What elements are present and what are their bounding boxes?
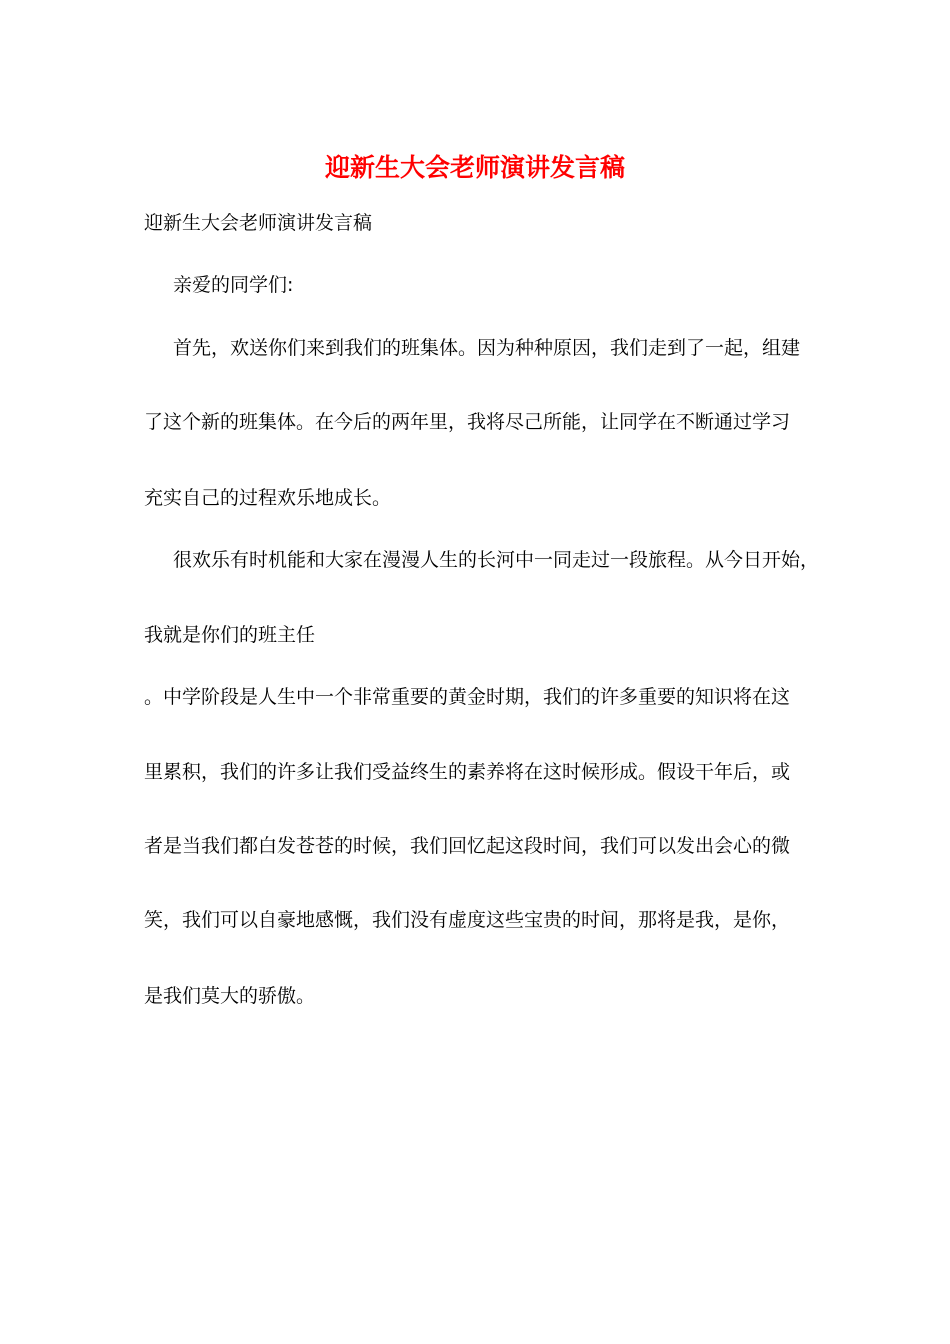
paragraph-line: 笑，我们可以自豪地感慨，我们没有虚度这些宝贵的时间，那将是我，是你， [144, 909, 791, 931]
paragraph-line: 充实自己的过程欢乐地成长。 [144, 487, 392, 509]
paragraph-line: 里累积，我们的许多让我们受益终生的素养将在这时候形成。假设干年后，或 [144, 761, 791, 783]
document-subtitle: 迎新生大会老师演讲发言稿 [144, 212, 373, 234]
paragraph-line: 我就是你们的班主任 [144, 624, 316, 646]
paragraph-line: 是我们莫大的骄傲。 [144, 985, 316, 1007]
paragraph-line: 很欢乐有时机能和大家在漫漫人生的长河中一同走过一段旅程。从今日开始， [173, 549, 820, 571]
document-title: 迎新生大会老师演讲发言稿 [324, 153, 625, 182]
paragraph-line: 。中学阶段是人生中一个非常重要的黄金时期，我们的许多重要的知识将在这 [144, 686, 791, 708]
paragraph-line: 首先，欢送你们来到我们的班集体。因为种种原因，我们走到了一起，组建 [173, 337, 801, 359]
paragraph-line: 者是当我们都白发苍苍的时候，我们回忆起这段时间，我们可以发出会心的微 [144, 835, 791, 857]
paragraph-line: 了这个新的班集体。在今后的两年里，我将尽己所能，让同学在不断通过学习 [144, 411, 791, 433]
salutation: 亲爱的同学们: [173, 274, 294, 296]
